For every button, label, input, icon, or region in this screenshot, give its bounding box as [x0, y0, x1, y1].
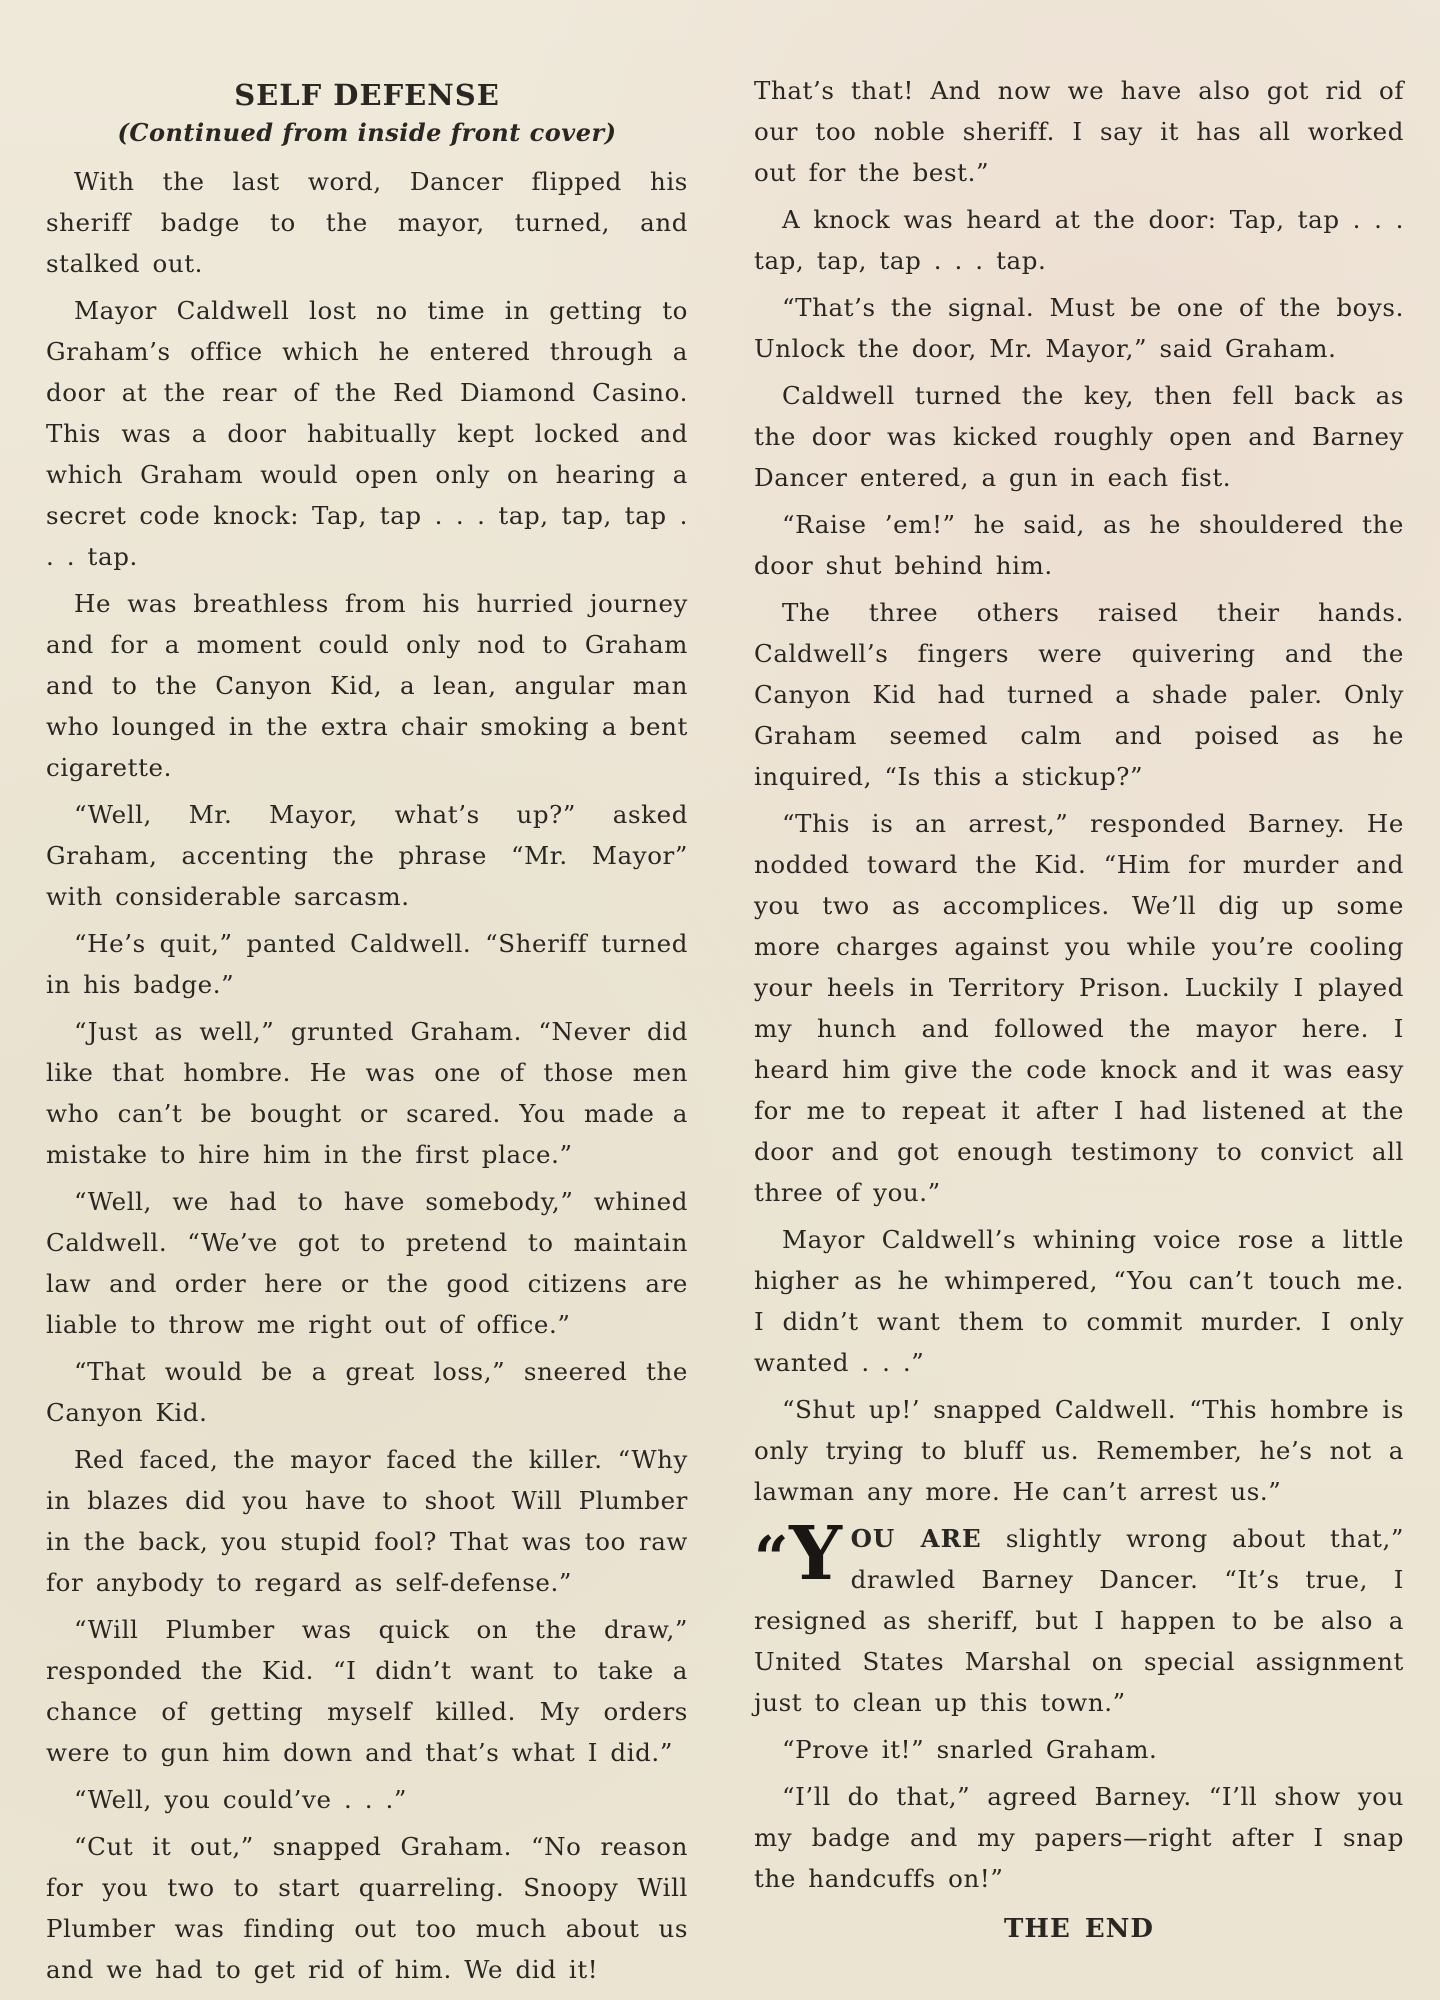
paragraph: “He’s quit,” panted Caldwell. “Sheriff turned in his badge.”	[46, 929, 688, 999]
paragraph: He was breathless from his hurried journey and for a moment could only nod to Graham and to the Canyon Kid, a lean, angular man who lounged in the extra chair smoking a bent cigarette.	[46, 589, 688, 782]
paragraph: “Raise ’em!” he said, as he shouldered the door shut behind him.	[754, 510, 1404, 580]
drop-cap-letter: Y	[789, 1511, 843, 1597]
paragraph: “Prove it!” snarled Graham.	[782, 1735, 1158, 1764]
dropcap-paragraph	[754, 1511, 1404, 1723]
left-column	[46, 0, 688, 1996]
paragraph: “Well, you could’ve . . .”	[74, 1785, 408, 1814]
continued-note: (Continued from inside front cover)	[117, 118, 617, 147]
paragraph: “This is an arrest,” responded Barney. He nodded toward the Kid. “Him for murder and you two as accomplices. We’ll dig up some more charges against you while you’re cooling your heels in Territory Prison. Luckily I played my hunch and followed the mayor here. I heard him give the code knock and it was easy for me to repeat it after I had listened at the door and got enough testimony to convict all three of you.”	[754, 809, 1404, 1207]
paragraph: With the last word, Dancer flipped his sheriff badge to the mayor, turned, and stalked out.	[46, 167, 688, 278]
paragraph: The three others raised their hands. Caldwell’s fingers were quivering and the Canyon Kid had turned a shade paler. Only Graham seemed calm and poised as he inquired, “Is this a stickup?”	[754, 598, 1404, 791]
paragraph: Caldwell turned the key, then fell back as the door was kicked roughly open and Barney Dancer entered, a gun in each fist.	[754, 381, 1404, 492]
paragraph: “That’s the signal. Must be one of the boys. Unlock the door, Mr. Mayor,” said Graham.	[754, 293, 1404, 363]
drop-cap	[754, 1511, 843, 1597]
paragraph: “That would be a great loss,” sneered the Canyon Kid.	[46, 1357, 688, 1427]
paragraph: “Cut it out,” snapped Graham. “No reason for you two to start quarreling. Snoopy Will Plumber was finding out too much about us and we had to get rid of him. We did it!	[46, 1832, 688, 1984]
paragraph: A knock was heard at the door: Tap, tap . . . tap, tap, tap . . . tap.	[754, 205, 1404, 275]
the-end: THE END	[1004, 1914, 1154, 1944]
paragraph: Mayor Caldwell’s whining voice rose a little higher as he whimpered, “You can’t touch me. I didn’t want them to commit murder. I only wanted . . .”	[754, 1225, 1404, 1377]
paragraph: “Well, Mr. Mayor, what’s up?” asked Graham, accenting the phrase “Mr. Mayor” with considerable sarcasm.	[46, 800, 688, 911]
paragraph: “Just as well,” grunted Graham. “Never did like that hombre. He was one of those men who can’t be bought or scared. You made a mistake to hire him in the first place.”	[46, 1017, 688, 1169]
drop-cap-rest: slightly wrong about that,” drawled Barney Dancer. “It’s true, I resigned as sheriff, but I happen to be also a United States Marshal on special assignment just to clean up this town.”	[754, 1524, 1404, 1717]
paragraph: “Well, we had to have somebody,” whined Caldwell. “We’ve got to pretend to maintain law and order here or the good citizens are liable to throw me right out of office.”	[46, 1187, 688, 1339]
drop-cap-quote: “	[754, 1524, 790, 1594]
paragraph: “Will Plumber was quick on the draw,” responded the Kid. “I didn’t want to take a chance of getting myself killed. My orders were to gun him down and that’s what I did.”	[46, 1615, 688, 1767]
right-column	[754, 0, 1404, 1956]
story-title: SELF DEFENSE	[234, 78, 500, 112]
paragraph: “Shut up!’ snapped Caldwell. “This hombre is only trying to bluff us. Remember, he’s not a lawman any more. He can’t arrest us.”	[754, 1395, 1404, 1506]
drop-cap-first-words: OU ARE	[850, 1524, 982, 1553]
paragraph: Mayor Caldwell lost no time in getting to Graham’s office which he entered through a door at the rear of the Red Diamond Casino. This was a door habitually kept locked and which Graham would open only on hearing a secret code knock: Tap, tap . . . tap, tap, tap . . . tap.	[46, 296, 688, 571]
paragraph: Red faced, the mayor faced the killer. “Why in blazes did you have to shoot Will Plumber in the back, you stupid fool? That was too raw for anybody to regard as self-defense.”	[46, 1445, 688, 1597]
paragraph: “I’ll do that,” agreed Barney. “I’ll show you my badge and my papers—right after I snap the handcuffs on!”	[754, 1782, 1404, 1893]
paragraph: That’s that! And now we have also got rid of our too noble sheriff. I say it has all worked out for the best.”	[754, 76, 1404, 187]
